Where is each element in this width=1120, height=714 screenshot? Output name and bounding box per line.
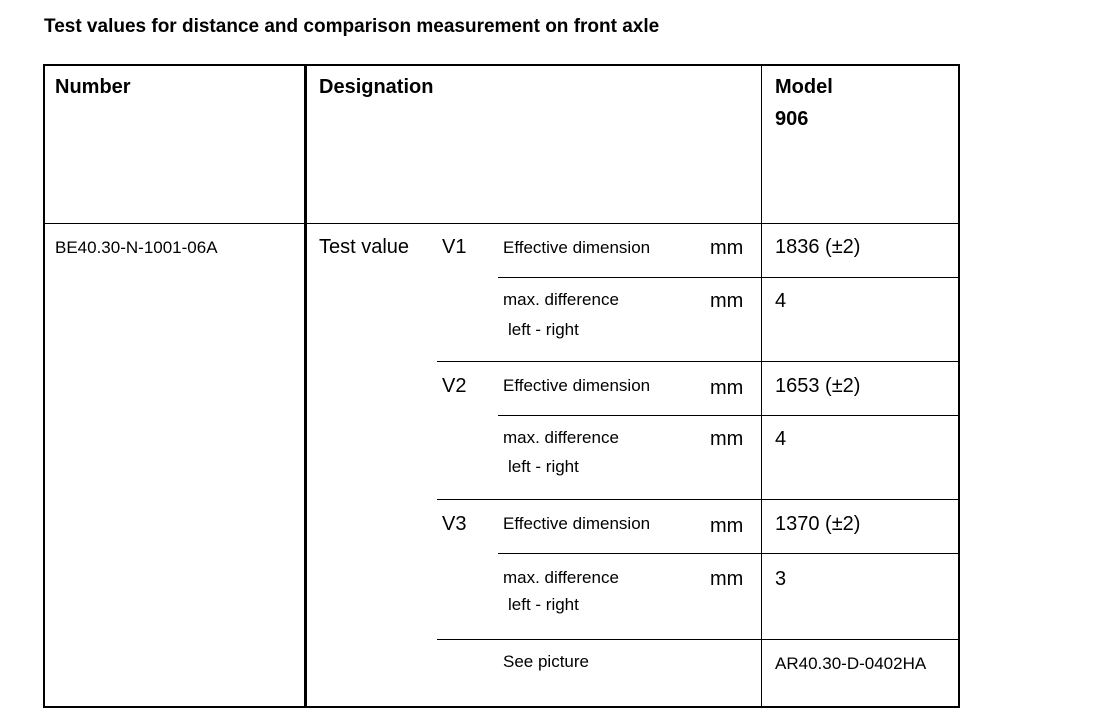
- picture-reference: AR40.30-D-0402HA: [775, 654, 927, 673]
- group-divider-3: [437, 639, 959, 640]
- header-divider: [43, 223, 960, 224]
- diff-unit: mm: [710, 568, 744, 590]
- subrow-divider-v3: [498, 553, 959, 554]
- diff-label: max. difference: [503, 290, 619, 309]
- diff-unit: mm: [710, 290, 744, 312]
- diff-unit: mm: [710, 428, 744, 450]
- header-number: Number: [55, 76, 131, 98]
- diff-label-2: left - right: [508, 457, 579, 476]
- table-border-bottom: [43, 706, 960, 708]
- diff-label-2: left - right: [508, 595, 579, 614]
- group-id: V3: [442, 513, 467, 535]
- effective-unit: mm: [710, 377, 744, 399]
- effective-value: 1653 (±2): [775, 375, 861, 397]
- group-divider-1: [437, 361, 959, 362]
- group-id: V1: [442, 236, 467, 258]
- diff-label: max. difference: [503, 568, 619, 587]
- table-border-right: [958, 64, 960, 708]
- effective-label: Effective dimension: [503, 376, 651, 395]
- subrow-divider-v1: [498, 277, 959, 278]
- effective-label: Effective dimension: [503, 514, 651, 533]
- effective-unit: mm: [710, 237, 744, 259]
- diff-label-2: left - right: [508, 320, 579, 339]
- row-label: Test value: [319, 236, 410, 258]
- column-divider-model: [761, 64, 762, 708]
- subrow-divider-v2: [498, 415, 959, 416]
- diff-value: 4: [775, 428, 787, 450]
- group-divider-2: [437, 499, 959, 500]
- diff-value: 3: [775, 568, 787, 590]
- column-divider-number: [304, 64, 307, 708]
- diff-label: max. difference: [503, 428, 619, 447]
- header-model-label: Model: [775, 76, 833, 98]
- effective-value: 1370 (±2): [775, 513, 861, 535]
- diff-value: 4: [775, 290, 787, 312]
- effective-label: Effective dimension: [503, 238, 651, 257]
- table-border-top: [43, 64, 960, 66]
- page-title: Test values for distance and comparison measurement on front axle: [44, 16, 660, 37]
- effective-unit: mm: [710, 515, 744, 537]
- header-model-value: 906: [775, 108, 809, 130]
- table-border-left: [43, 64, 45, 708]
- see-picture-label: See picture: [503, 652, 589, 671]
- effective-value: 1836 (±2): [775, 236, 861, 258]
- header-designation: Designation: [319, 76, 434, 98]
- row-number: BE40.30-N-1001-06A: [55, 238, 218, 257]
- group-id: V2: [442, 375, 467, 397]
